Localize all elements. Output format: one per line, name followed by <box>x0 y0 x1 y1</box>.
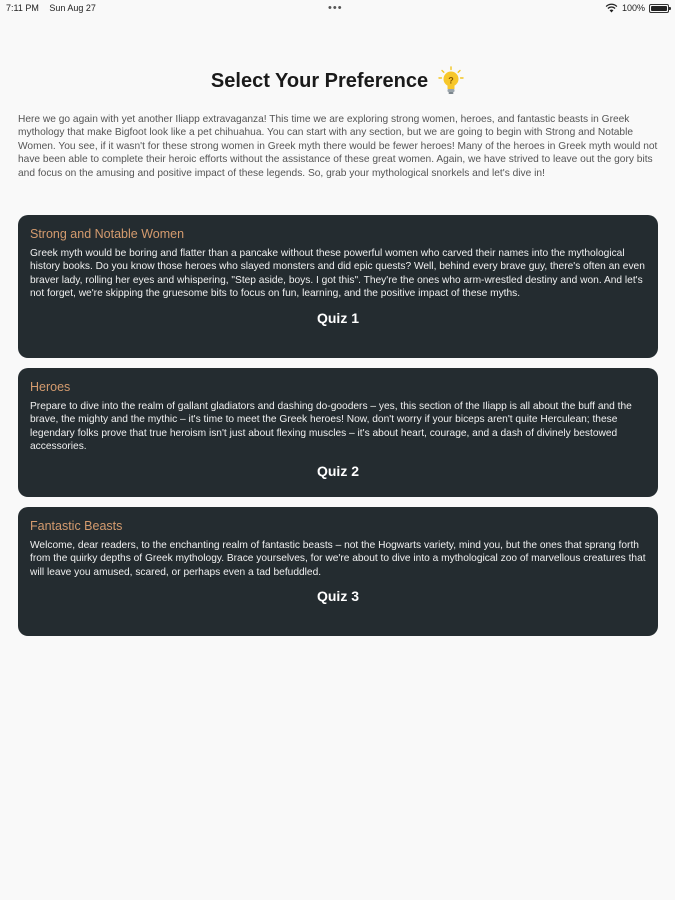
status-left <box>6 3 104 13</box>
section-card-fantastic-beasts <box>18 507 658 636</box>
status-right <box>605 3 669 13</box>
section-title: Fantastic Beasts <box>30 519 123 533</box>
section-description: Prepare to dive into the realm of gallant gladiators and dashing do-gooders – yes, this section of the Iliapp is all about the buff and the brave, the mighty and the mythic – it's time to meet the Greek heroes! Now, don't worry if your biceps aren't quite Herculean; these legendary folks prove that true heroism isn't just about flexing muscles – it's about heart, courage, and a dash of divinely bestowed accessories. <box>30 401 632 453</box>
quiz-3-button[interactable]: Quiz 3 <box>30 588 646 604</box>
section-title: Strong and Notable Women <box>30 227 185 241</box>
status-date: Sun Aug 27 <box>49 3 96 13</box>
battery-percent: 100% <box>621 3 645 13</box>
lightbulb-icon <box>438 66 464 96</box>
quiz-1-button[interactable]: Quiz 1 <box>30 310 646 326</box>
battery-icon <box>649 4 669 13</box>
header <box>0 66 675 96</box>
quiz-2-button[interactable]: Quiz 2 <box>30 463 646 479</box>
section-description: Welcome, dear readers, to the enchanting realm of fantastic beasts – not the Hogwarts variety, mind you, but the ones that sprang forth from the quirky depths of Greek mythology. Brace yourselves, for we're about to dive into a mythological zoo of marvellous creatures that will leave you amused, scared, or perhaps even a tad befuddled. <box>30 540 646 578</box>
status-bar <box>0 0 675 18</box>
section-title: Heroes <box>30 380 71 394</box>
section-card-strong-women <box>18 215 658 358</box>
page-title: Select Your Preference <box>210 69 429 92</box>
intro-text: Here we go again with yet another Iliapp extravaganza! This time we are exploring strong women, heroes, and fantastic beasts in Greek mythology that make Bigfoot look like a pet chihuahua. You can start with any section, but we are going to begin with Strong and Notable Women. You see, if it wasn't for these strong women in Greek myth there would be fewer heroes! Many of the heroes in Greek myth would not have been able to complete their heroic efforts without the assistance of these great women. Again, we have strived to leave out the gory bits and focus on the amusing and positive impact of these legends. So, grab your mythological snorkels and let's dive in! <box>18 114 658 179</box>
status-time: 7:11 PM <box>6 3 39 13</box>
svg-text:?: ? <box>448 75 454 86</box>
section-description: Greek myth would be boring and flatter than a pancake without these powerful women who carved their names into the mythological history books. Do you know those heroes who slayed monsters and did epic quests? Well, behind every brave guy, there's often an even braver lady, rolling her eyes and whispering, "Step aside, boys. I got this". They're the ones who arm-wrestled destiny and won. And let's not forget, we're skipping the gruesome bits to focus on fun, learning, and the positive impact of these myths. <box>30 248 645 300</box>
wifi-icon <box>605 3 618 13</box>
section-card-heroes <box>18 368 658 497</box>
multitasking-dots[interactable]: ••• <box>328 2 343 14</box>
